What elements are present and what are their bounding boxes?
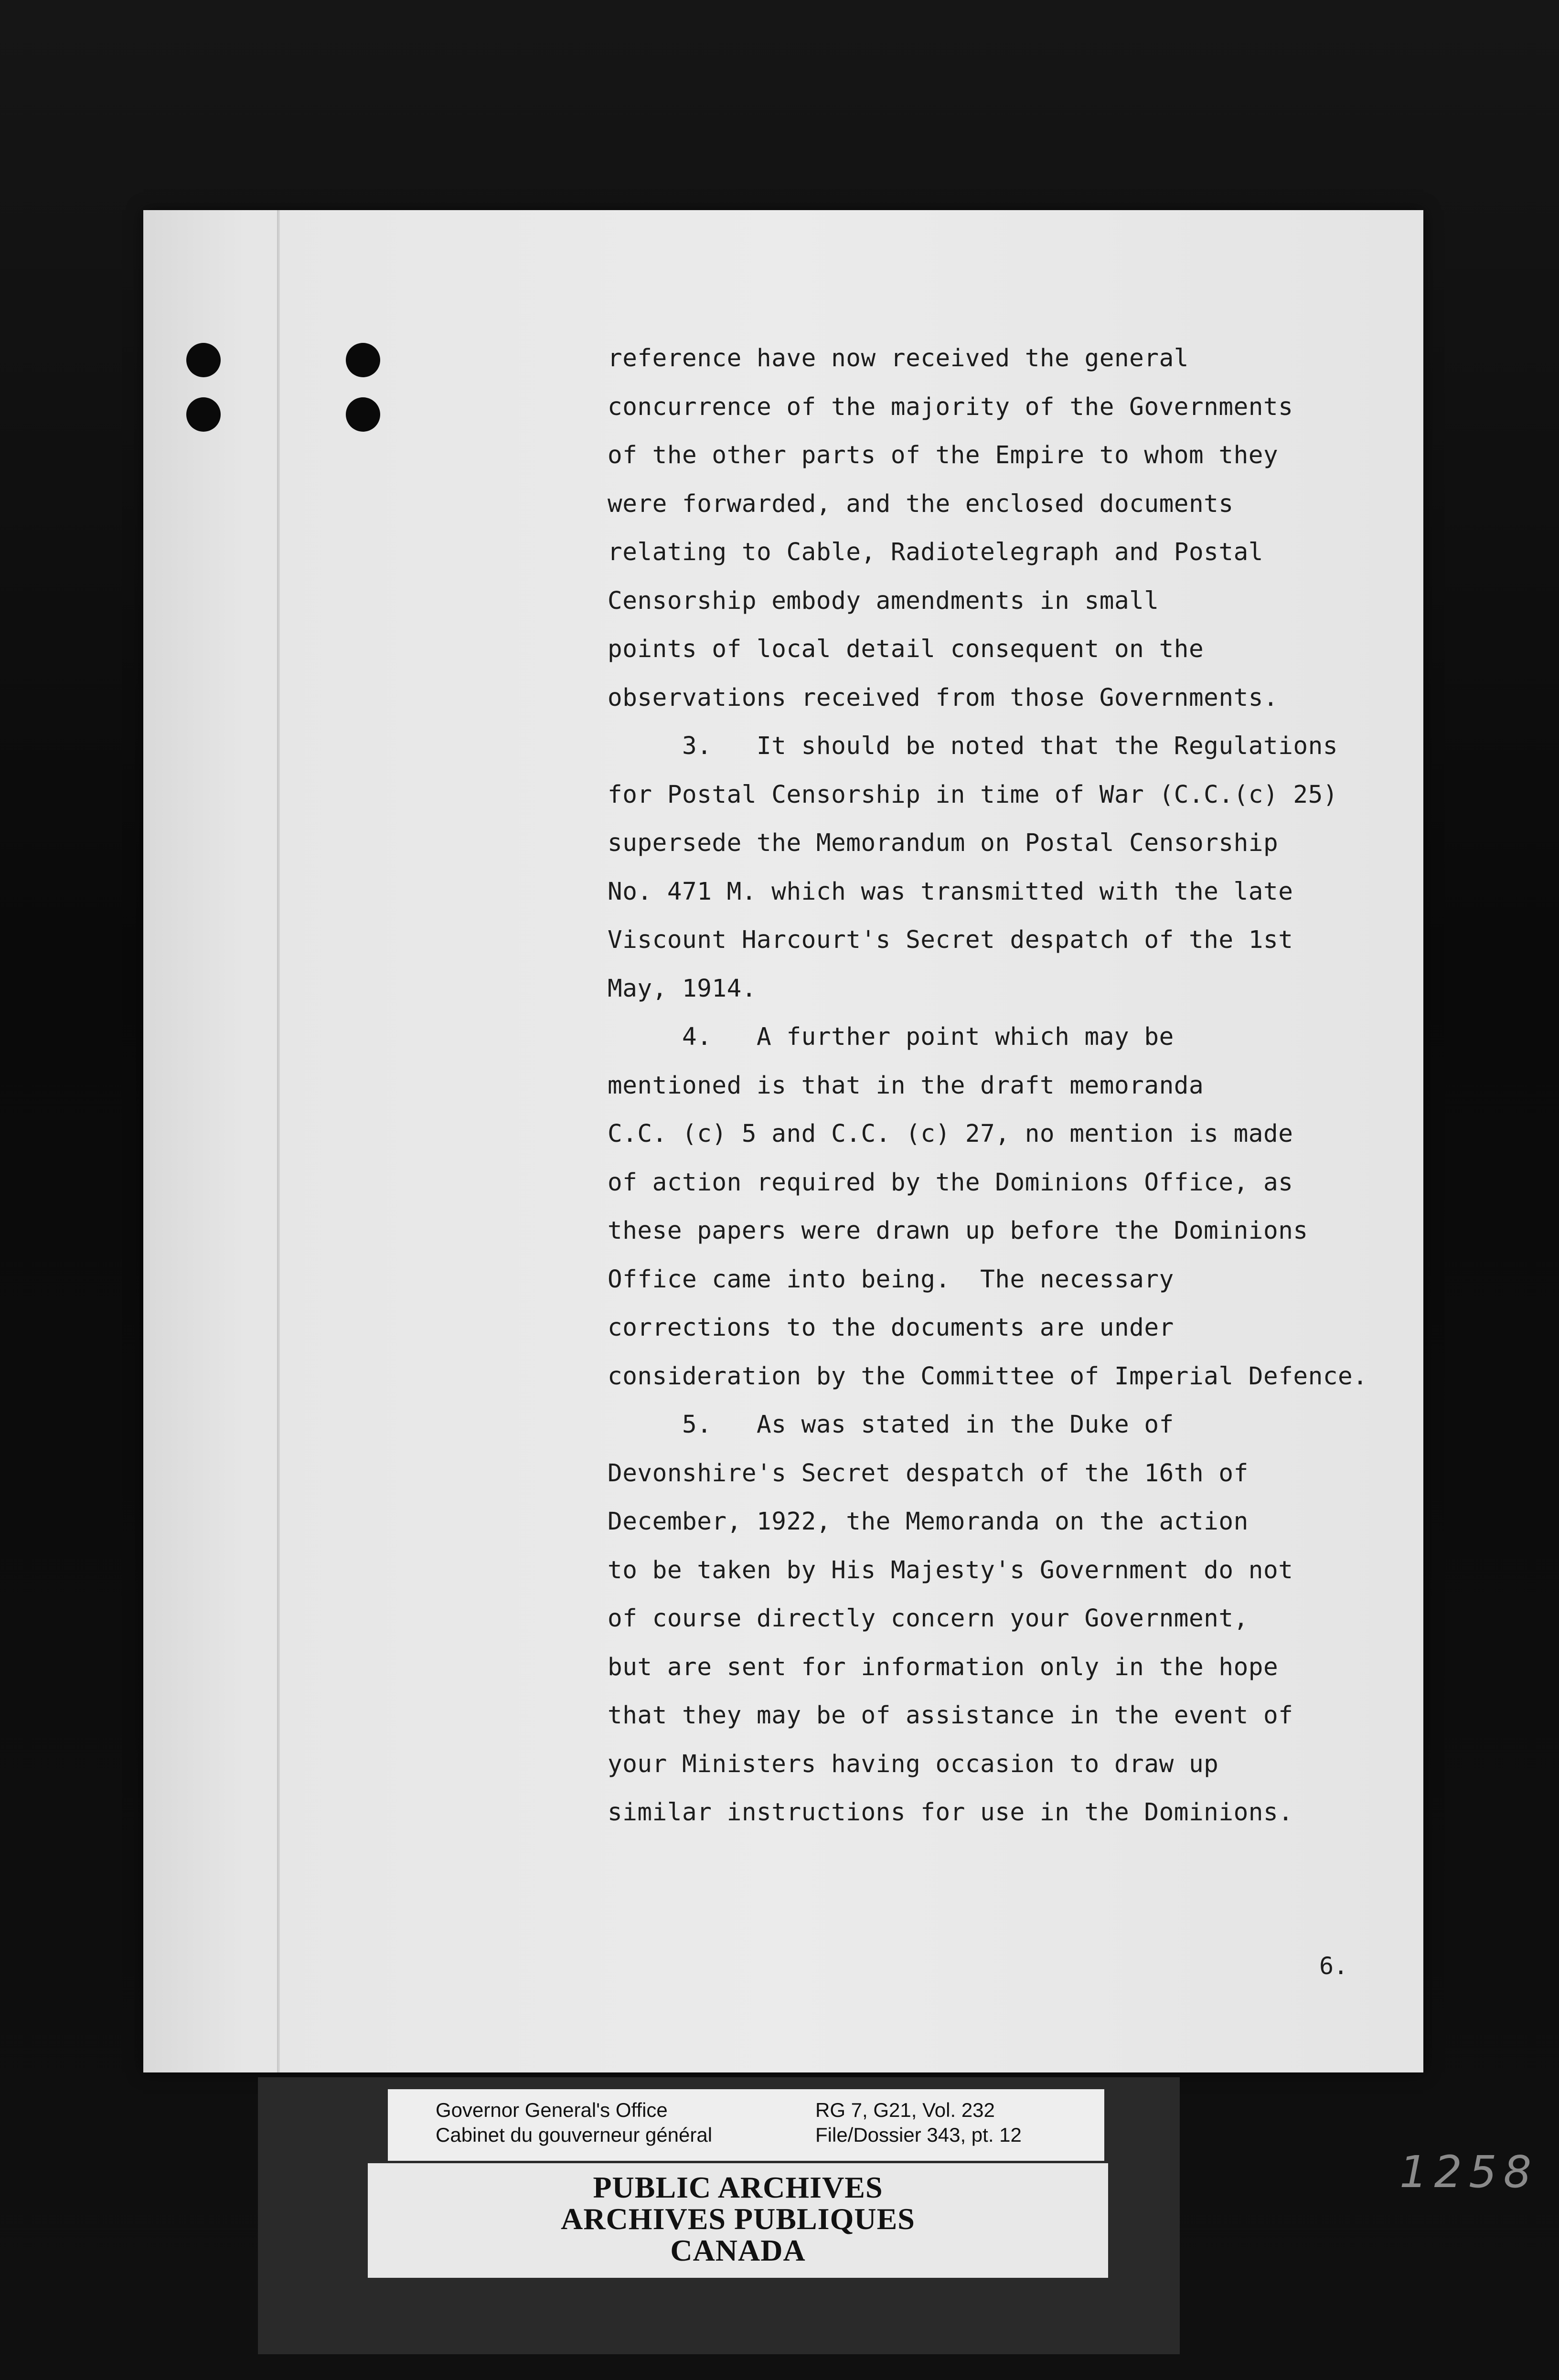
file-dossier: File/Dossier 343, pt. 12 bbox=[815, 2124, 1022, 2146]
page-number: 6. bbox=[1319, 1952, 1348, 1980]
punch-hole bbox=[346, 343, 380, 377]
office-fr: Cabinet du gouverneur général bbox=[436, 2124, 713, 2146]
page-fold bbox=[277, 210, 280, 2072]
text-line: relating to Cable, Radiotelegraph and Postal bbox=[608, 538, 1264, 566]
text-line: 4. A further point which may be bbox=[608, 1023, 1174, 1051]
file-reference bbox=[815, 2098, 1022, 2147]
text-line: observations received from those Governments. bbox=[608, 683, 1279, 712]
letter-body bbox=[608, 334, 1420, 1837]
text-line: May, 1914. bbox=[608, 974, 757, 1003]
text-line: of course directly concern your Government, bbox=[608, 1604, 1249, 1633]
text-line: concurrence of the majority of the Governments bbox=[608, 393, 1293, 421]
punch-hole bbox=[186, 343, 221, 377]
frame-number: 1258 bbox=[1399, 2146, 1538, 2198]
text-line: C.C. (c) 5 and C.C. (c) 27, no mention is made bbox=[608, 1120, 1293, 1148]
office-names bbox=[436, 2098, 712, 2147]
text-line: to be taken by His Majesty's Government do not bbox=[608, 1556, 1293, 1584]
stamp-line-1: PUBLIC ARCHIVES bbox=[593, 2170, 883, 2204]
text-line: Censorship embody amendments in small bbox=[608, 586, 1159, 615]
text-line: these papers were drawn up before the Dominions bbox=[608, 1217, 1308, 1245]
text-line: your Ministers having occasion to draw up bbox=[608, 1750, 1219, 1778]
text-line: No. 471 M. which was transmitted with the late bbox=[608, 877, 1293, 906]
text-line: Office came into being. The necessary bbox=[608, 1265, 1174, 1294]
text-line: supersede the Memorandum on Postal Censorship bbox=[608, 829, 1279, 857]
archives-stamp bbox=[368, 2163, 1108, 2278]
text-line: Viscount Harcourt's Secret despatch of the 1st bbox=[608, 926, 1293, 954]
text-line: but are sent for information only in the hope bbox=[608, 1653, 1279, 1681]
text-line: points of local detail consequent on the bbox=[608, 635, 1204, 663]
text-line: were forwarded, and the enclosed documents bbox=[608, 489, 1234, 518]
text-line: reference have now received the general bbox=[608, 344, 1189, 372]
text-line: of the other parts of the Empire to whom they bbox=[608, 441, 1279, 469]
text-line: Devonshire's Secret despatch of the 16th of bbox=[608, 1459, 1249, 1488]
text-line: December, 1922, the Memoranda on the action bbox=[608, 1508, 1249, 1536]
text-line: that they may be of assistance in the event of bbox=[608, 1701, 1293, 1730]
record-group: RG 7, G21, Vol. 232 bbox=[815, 2099, 995, 2121]
text-line: 3. It should be noted that the Regulations bbox=[608, 732, 1338, 760]
text-line: similar instructions for use in the Dominions. bbox=[608, 1798, 1293, 1827]
archive-reference-label bbox=[388, 2089, 1104, 2161]
text-line: consideration by the Committee of Imperial Defence. bbox=[608, 1362, 1368, 1391]
stamp-line-3: CANADA bbox=[670, 2233, 806, 2267]
punch-hole bbox=[186, 397, 221, 432]
archives-stamp-text bbox=[368, 2172, 1108, 2266]
text-line: mentioned is that in the draft memoranda bbox=[608, 1071, 1204, 1100]
punch-hole bbox=[346, 397, 380, 432]
stamp-line-2: ARCHIVES PUBLIQUES bbox=[561, 2202, 915, 2236]
text-line: for Postal Censorship in time of War (C.C.(c) 25) bbox=[608, 780, 1338, 809]
text-line: 5. As was stated in the Duke of bbox=[608, 1411, 1174, 1439]
text-line: of action required by the Dominions Office, as bbox=[608, 1168, 1293, 1197]
office-en: Governor General's Office bbox=[436, 2099, 668, 2121]
text-line: corrections to the documents are under bbox=[608, 1314, 1174, 1342]
